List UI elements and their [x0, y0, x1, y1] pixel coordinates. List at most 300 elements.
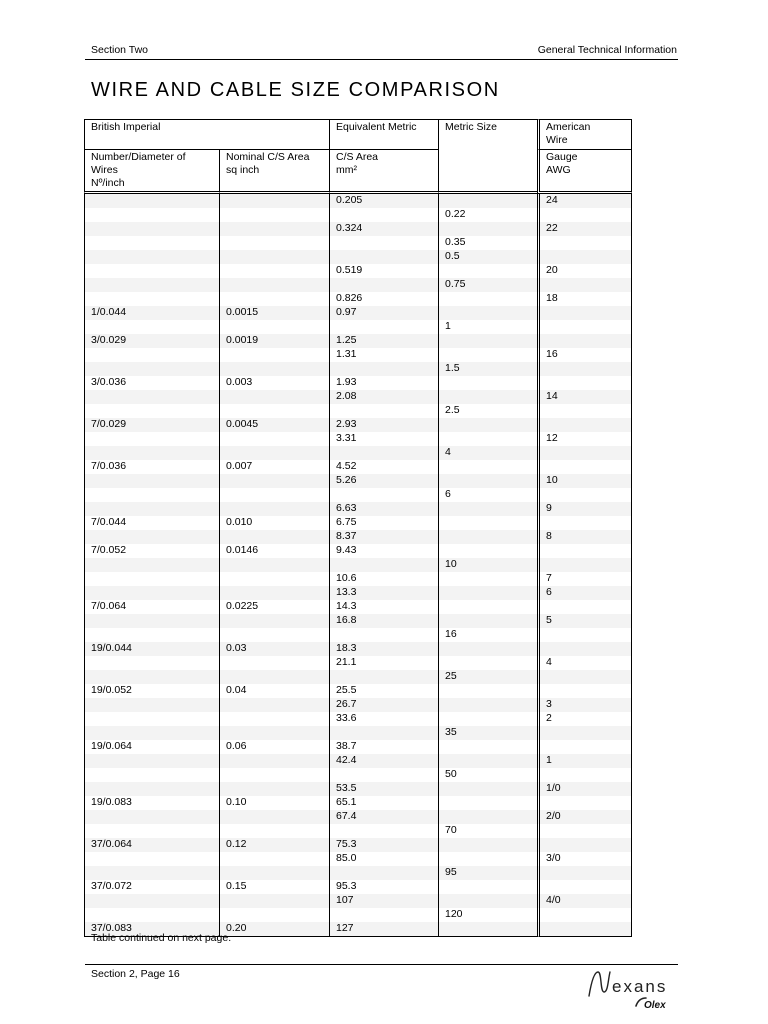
cell-nominal-area [219, 320, 329, 334]
cell-number-diameter [84, 866, 219, 880]
table-row [84, 264, 632, 278]
cell-metric-size: 0.75 [438, 278, 537, 292]
cell-cs-area [329, 558, 438, 572]
cell-number-diameter [84, 208, 219, 222]
cell-cs-area: 6.75 [329, 516, 438, 530]
table-row [84, 348, 632, 362]
table-row [84, 544, 632, 558]
cell-nominal-area [219, 656, 329, 670]
section-label: Section Two [91, 44, 149, 56]
table-row [84, 586, 632, 600]
table-row [84, 880, 632, 894]
cell-metric-size [438, 530, 537, 544]
cell-awg [537, 404, 632, 418]
cell-cs-area [329, 446, 438, 460]
cell-cs-area [329, 726, 438, 740]
header-cs-area: C/S Area mm² [329, 150, 438, 194]
cell-number-diameter: 3/0.036 [84, 376, 219, 390]
cell-cs-area: 5.26 [329, 474, 438, 488]
table-row [84, 558, 632, 572]
cell-number-diameter: 19/0.052 [84, 684, 219, 698]
cell-number-diameter [84, 768, 219, 782]
cell-metric-size [438, 544, 537, 558]
cell-metric-size [438, 264, 537, 278]
cell-number-diameter [84, 824, 219, 838]
cell-awg [537, 334, 632, 348]
cell-number-diameter [84, 292, 219, 306]
cell-metric-size [438, 656, 537, 670]
cell-nominal-area: 0.06 [219, 740, 329, 754]
header-nominal-area: Nominal C/S Area sq inch [219, 150, 329, 194]
cell-metric-size: 35 [438, 726, 537, 740]
cell-awg: 12 [537, 432, 632, 446]
header-gauge: Gauge AWG [537, 150, 632, 194]
table-row [84, 236, 632, 250]
cell-cs-area: 1.31 [329, 348, 438, 362]
cell-number-diameter [84, 320, 219, 334]
cell-metric-size [438, 880, 537, 894]
header-british-imperial: British Imperial [84, 119, 329, 150]
cell-awg [537, 544, 632, 558]
cell-number-diameter [84, 698, 219, 712]
cell-metric-size [438, 754, 537, 768]
cell-awg [537, 558, 632, 572]
cell-cs-area [329, 768, 438, 782]
cell-number-diameter [84, 712, 219, 726]
cell-metric-size: 70 [438, 824, 537, 838]
cell-number-diameter [84, 264, 219, 278]
table-row [84, 908, 632, 922]
cell-nominal-area: 0.003 [219, 376, 329, 390]
table-row [84, 278, 632, 292]
cell-metric-size: 0.35 [438, 236, 537, 250]
cell-number-diameter: 37/0.064 [84, 838, 219, 852]
cell-metric-size: 2.5 [438, 404, 537, 418]
cell-metric-size: 10 [438, 558, 537, 572]
cell-cs-area [329, 866, 438, 880]
cell-metric-size [438, 838, 537, 852]
cell-number-diameter [84, 852, 219, 866]
cell-nominal-area [219, 502, 329, 516]
cell-nominal-area [219, 446, 329, 460]
cell-number-diameter: 1/0.044 [84, 306, 219, 320]
cell-number-diameter [84, 488, 219, 502]
table-row [84, 782, 632, 796]
table-row [84, 740, 632, 754]
cell-metric-size [438, 712, 537, 726]
cell-metric-size [438, 684, 537, 698]
page-number: Section 2, Page 16 [91, 968, 180, 980]
cell-nominal-area [219, 292, 329, 306]
cell-metric-size [438, 194, 537, 208]
cell-nominal-area: 0.04 [219, 684, 329, 698]
cell-nominal-area [219, 894, 329, 908]
cell-awg [537, 880, 632, 894]
table-row [84, 334, 632, 348]
cell-nominal-area [219, 810, 329, 824]
cell-cs-area: 18.3 [329, 642, 438, 656]
table-row [84, 698, 632, 712]
cell-nominal-area: 0.0015 [219, 306, 329, 320]
cell-number-diameter [84, 894, 219, 908]
table-row [84, 642, 632, 656]
header-equivalent-metric: Equivalent Metric [329, 119, 438, 150]
cell-nominal-area [219, 208, 329, 222]
table-row [84, 194, 632, 208]
cell-metric-size [438, 796, 537, 810]
cell-awg: 20 [537, 264, 632, 278]
table-row [84, 684, 632, 698]
cell-cs-area [329, 362, 438, 376]
cell-cs-area: 67.4 [329, 810, 438, 824]
cell-metric-size [438, 600, 537, 614]
cell-nominal-area: 0.0019 [219, 334, 329, 348]
table-row [84, 838, 632, 852]
cell-cs-area: 0.97 [329, 306, 438, 320]
cell-awg [537, 600, 632, 614]
table-row [84, 460, 632, 474]
cell-awg: 1 [537, 754, 632, 768]
cell-cs-area: 8.37 [329, 530, 438, 544]
cell-cs-area [329, 404, 438, 418]
category-label: General Technical Information [537, 44, 677, 56]
cell-nominal-area [219, 572, 329, 586]
cell-nominal-area [219, 670, 329, 684]
cell-metric-size [438, 502, 537, 516]
cell-nominal-area: 0.007 [219, 460, 329, 474]
cell-awg [537, 516, 632, 530]
table-row [84, 614, 632, 628]
cell-awg [537, 236, 632, 250]
cell-awg [537, 922, 632, 937]
cell-awg: 8 [537, 530, 632, 544]
cell-awg: 4/0 [537, 894, 632, 908]
cell-metric-size: 1 [438, 320, 537, 334]
cell-nominal-area [219, 726, 329, 740]
cell-metric-size [438, 810, 537, 824]
table-row [84, 600, 632, 614]
cell-nominal-area [219, 390, 329, 404]
cell-nominal-area [219, 782, 329, 796]
cell-metric-size [438, 740, 537, 754]
cell-number-diameter: 37/0.072 [84, 880, 219, 894]
table-row [84, 866, 632, 880]
cell-number-diameter [84, 656, 219, 670]
cell-number-diameter: 37/0.083 [84, 922, 219, 937]
cell-metric-size: 95 [438, 866, 537, 880]
cell-metric-size: 4 [438, 446, 537, 460]
cell-number-diameter: 19/0.083 [84, 796, 219, 810]
cell-number-diameter [84, 586, 219, 600]
cell-nominal-area [219, 558, 329, 572]
table-row [84, 320, 632, 334]
cell-cs-area: 0.826 [329, 292, 438, 306]
cell-nominal-area [219, 250, 329, 264]
cell-awg [537, 278, 632, 292]
table-row [84, 208, 632, 222]
cell-cs-area: 33.6 [329, 712, 438, 726]
cell-cs-area: 3.31 [329, 432, 438, 446]
table-row [84, 628, 632, 642]
table-row [84, 754, 632, 768]
cell-metric-size [438, 894, 537, 908]
cell-cs-area: 26.7 [329, 698, 438, 712]
cell-awg [537, 208, 632, 222]
cell-number-diameter [84, 572, 219, 586]
cell-awg [537, 796, 632, 810]
cell-cs-area [329, 670, 438, 684]
cell-number-diameter [84, 614, 219, 628]
table-row [84, 796, 632, 810]
cell-nominal-area: 0.0225 [219, 600, 329, 614]
cell-cs-area: 42.4 [329, 754, 438, 768]
table-row [84, 572, 632, 586]
cell-number-diameter: 7/0.044 [84, 516, 219, 530]
cell-number-diameter [84, 502, 219, 516]
table-row [84, 362, 632, 376]
table-row [84, 376, 632, 390]
cell-number-diameter [84, 782, 219, 796]
cell-number-diameter [84, 446, 219, 460]
cell-metric-size: 1.5 [438, 362, 537, 376]
footer-rule [85, 964, 678, 965]
cell-nominal-area [219, 866, 329, 880]
cell-number-diameter [84, 278, 219, 292]
cell-cs-area: 14.3 [329, 600, 438, 614]
cell-awg: 14 [537, 390, 632, 404]
table-row [84, 306, 632, 320]
cell-metric-size [438, 852, 537, 866]
table-row [84, 530, 632, 544]
cell-nominal-area [219, 754, 329, 768]
cell-awg [537, 376, 632, 390]
cell-awg [537, 838, 632, 852]
cell-awg: 24 [537, 194, 632, 208]
cell-number-diameter [84, 908, 219, 922]
table-row [84, 474, 632, 488]
cell-metric-size [438, 572, 537, 586]
cell-cs-area: 1.93 [329, 376, 438, 390]
cell-awg: 18 [537, 292, 632, 306]
cell-nominal-area [219, 222, 329, 236]
cell-metric-size [438, 418, 537, 432]
cell-nominal-area [219, 698, 329, 712]
cell-number-diameter [84, 236, 219, 250]
cell-cs-area [329, 250, 438, 264]
cell-cs-area: 10.6 [329, 572, 438, 586]
cell-awg [537, 740, 632, 754]
cell-number-diameter: 19/0.044 [84, 642, 219, 656]
cell-cs-area [329, 908, 438, 922]
continuation-note: Table continued on next page. [91, 932, 232, 944]
cell-number-diameter [84, 726, 219, 740]
cell-number-diameter [84, 348, 219, 362]
cell-number-diameter [84, 670, 219, 684]
cell-number-diameter [84, 432, 219, 446]
cell-metric-size: 0.22 [438, 208, 537, 222]
table-row [84, 810, 632, 824]
cell-nominal-area: 0.12 [219, 838, 329, 852]
cell-nominal-area [219, 628, 329, 642]
logo-wordmark: exans [612, 977, 668, 996]
cell-cs-area: 38.7 [329, 740, 438, 754]
cell-number-diameter: 7/0.029 [84, 418, 219, 432]
cell-metric-size: 120 [438, 908, 537, 922]
table-row [84, 404, 632, 418]
table-row [84, 488, 632, 502]
cell-awg [537, 628, 632, 642]
cell-nominal-area [219, 530, 329, 544]
table-body [84, 194, 632, 937]
cell-cs-area: 127 [329, 922, 438, 937]
cell-awg [537, 460, 632, 474]
cell-cs-area [329, 236, 438, 250]
page-title: WIRE AND CABLE SIZE COMPARISON [91, 79, 500, 101]
nexans-olex-logo [586, 966, 678, 1012]
table-group-header-row [84, 119, 632, 150]
table-row [84, 712, 632, 726]
table-row [84, 418, 632, 432]
cell-nominal-area: 0.010 [219, 516, 329, 530]
cell-number-diameter [84, 530, 219, 544]
cell-number-diameter: 19/0.064 [84, 740, 219, 754]
cell-number-diameter [84, 558, 219, 572]
cell-cs-area [329, 824, 438, 838]
table-row [84, 656, 632, 670]
header-american-wire: American Wire [537, 119, 632, 150]
cell-cs-area: 21.1 [329, 656, 438, 670]
cell-cs-area: 13.3 [329, 586, 438, 600]
cell-awg [537, 306, 632, 320]
header-metric-size: Metric Size [438, 119, 537, 194]
cell-cs-area: 0.519 [329, 264, 438, 278]
cell-awg [537, 418, 632, 432]
cell-awg [537, 726, 632, 740]
table-row [84, 516, 632, 530]
cell-awg: 10 [537, 474, 632, 488]
cell-nominal-area [219, 236, 329, 250]
cell-cs-area: 75.3 [329, 838, 438, 852]
cell-nominal-area: 0.0146 [219, 544, 329, 558]
cell-cs-area: 4.52 [329, 460, 438, 474]
cell-metric-size [438, 782, 537, 796]
cell-metric-size [438, 642, 537, 656]
cell-number-diameter: 7/0.052 [84, 544, 219, 558]
table-row [84, 726, 632, 740]
cell-metric-size [438, 292, 537, 306]
cell-awg: 4 [537, 656, 632, 670]
cell-awg: 2/0 [537, 810, 632, 824]
cell-awg [537, 488, 632, 502]
table-row [84, 852, 632, 866]
cell-cs-area: 53.5 [329, 782, 438, 796]
cell-metric-size [438, 222, 537, 236]
cell-awg [537, 768, 632, 782]
cell-number-diameter [84, 250, 219, 264]
cell-number-diameter: 3/0.029 [84, 334, 219, 348]
table-row [84, 768, 632, 782]
cell-number-diameter [84, 474, 219, 488]
table-row [84, 446, 632, 460]
table-row [84, 432, 632, 446]
cell-cs-area: 9.43 [329, 544, 438, 558]
cell-number-diameter [84, 810, 219, 824]
cell-nominal-area: 0.15 [219, 880, 329, 894]
cell-cs-area [329, 278, 438, 292]
cell-nominal-area [219, 432, 329, 446]
cell-awg: 22 [537, 222, 632, 236]
cell-number-diameter: 7/0.036 [84, 460, 219, 474]
cell-nominal-area [219, 404, 329, 418]
cell-cs-area [329, 488, 438, 502]
cell-awg [537, 642, 632, 656]
header-number-diameter: Number/Diameter of Wires Nº/inch [84, 150, 219, 194]
cell-metric-size [438, 334, 537, 348]
cell-cs-area [329, 320, 438, 334]
cell-awg [537, 908, 632, 922]
table-row [84, 222, 632, 236]
cell-number-diameter [84, 754, 219, 768]
cell-cs-area: 2.08 [329, 390, 438, 404]
cell-number-diameter [84, 222, 219, 236]
cell-cs-area: 1.25 [329, 334, 438, 348]
cell-cs-area [329, 628, 438, 642]
cell-nominal-area [219, 824, 329, 838]
cell-number-diameter [84, 194, 219, 208]
table-row [84, 824, 632, 838]
table-row [84, 502, 632, 516]
cell-metric-size: 16 [438, 628, 537, 642]
cell-metric-size [438, 460, 537, 474]
cell-number-diameter [84, 404, 219, 418]
cell-metric-size [438, 516, 537, 530]
cell-number-diameter: 7/0.064 [84, 600, 219, 614]
cell-awg [537, 824, 632, 838]
cell-cs-area: 25.5 [329, 684, 438, 698]
cell-nominal-area [219, 278, 329, 292]
cell-awg [537, 320, 632, 334]
table-sub-header-row [84, 150, 632, 194]
cell-nominal-area [219, 586, 329, 600]
cell-metric-size: 6 [438, 488, 537, 502]
cell-metric-size [438, 614, 537, 628]
cell-nominal-area [219, 614, 329, 628]
cell-cs-area: 85.0 [329, 852, 438, 866]
table-row [84, 670, 632, 684]
cell-metric-size: 0.5 [438, 250, 537, 264]
cell-cs-area: 2.93 [329, 418, 438, 432]
cell-number-diameter [84, 628, 219, 642]
cell-number-diameter [84, 362, 219, 376]
header-rule [85, 59, 678, 60]
cell-metric-size [438, 922, 537, 937]
cell-awg [537, 446, 632, 460]
cell-cs-area: 65.1 [329, 796, 438, 810]
table-row [84, 292, 632, 306]
cell-awg: 2 [537, 712, 632, 726]
cell-cs-area: 95.3 [329, 880, 438, 894]
table-row [84, 250, 632, 264]
table-row [84, 390, 632, 404]
cell-nominal-area [219, 712, 329, 726]
cell-metric-size: 50 [438, 768, 537, 782]
cell-metric-size [438, 586, 537, 600]
cell-nominal-area [219, 194, 329, 208]
cell-nominal-area [219, 474, 329, 488]
cell-number-diameter [84, 390, 219, 404]
cell-metric-size [438, 376, 537, 390]
cell-nominal-area: 0.10 [219, 796, 329, 810]
